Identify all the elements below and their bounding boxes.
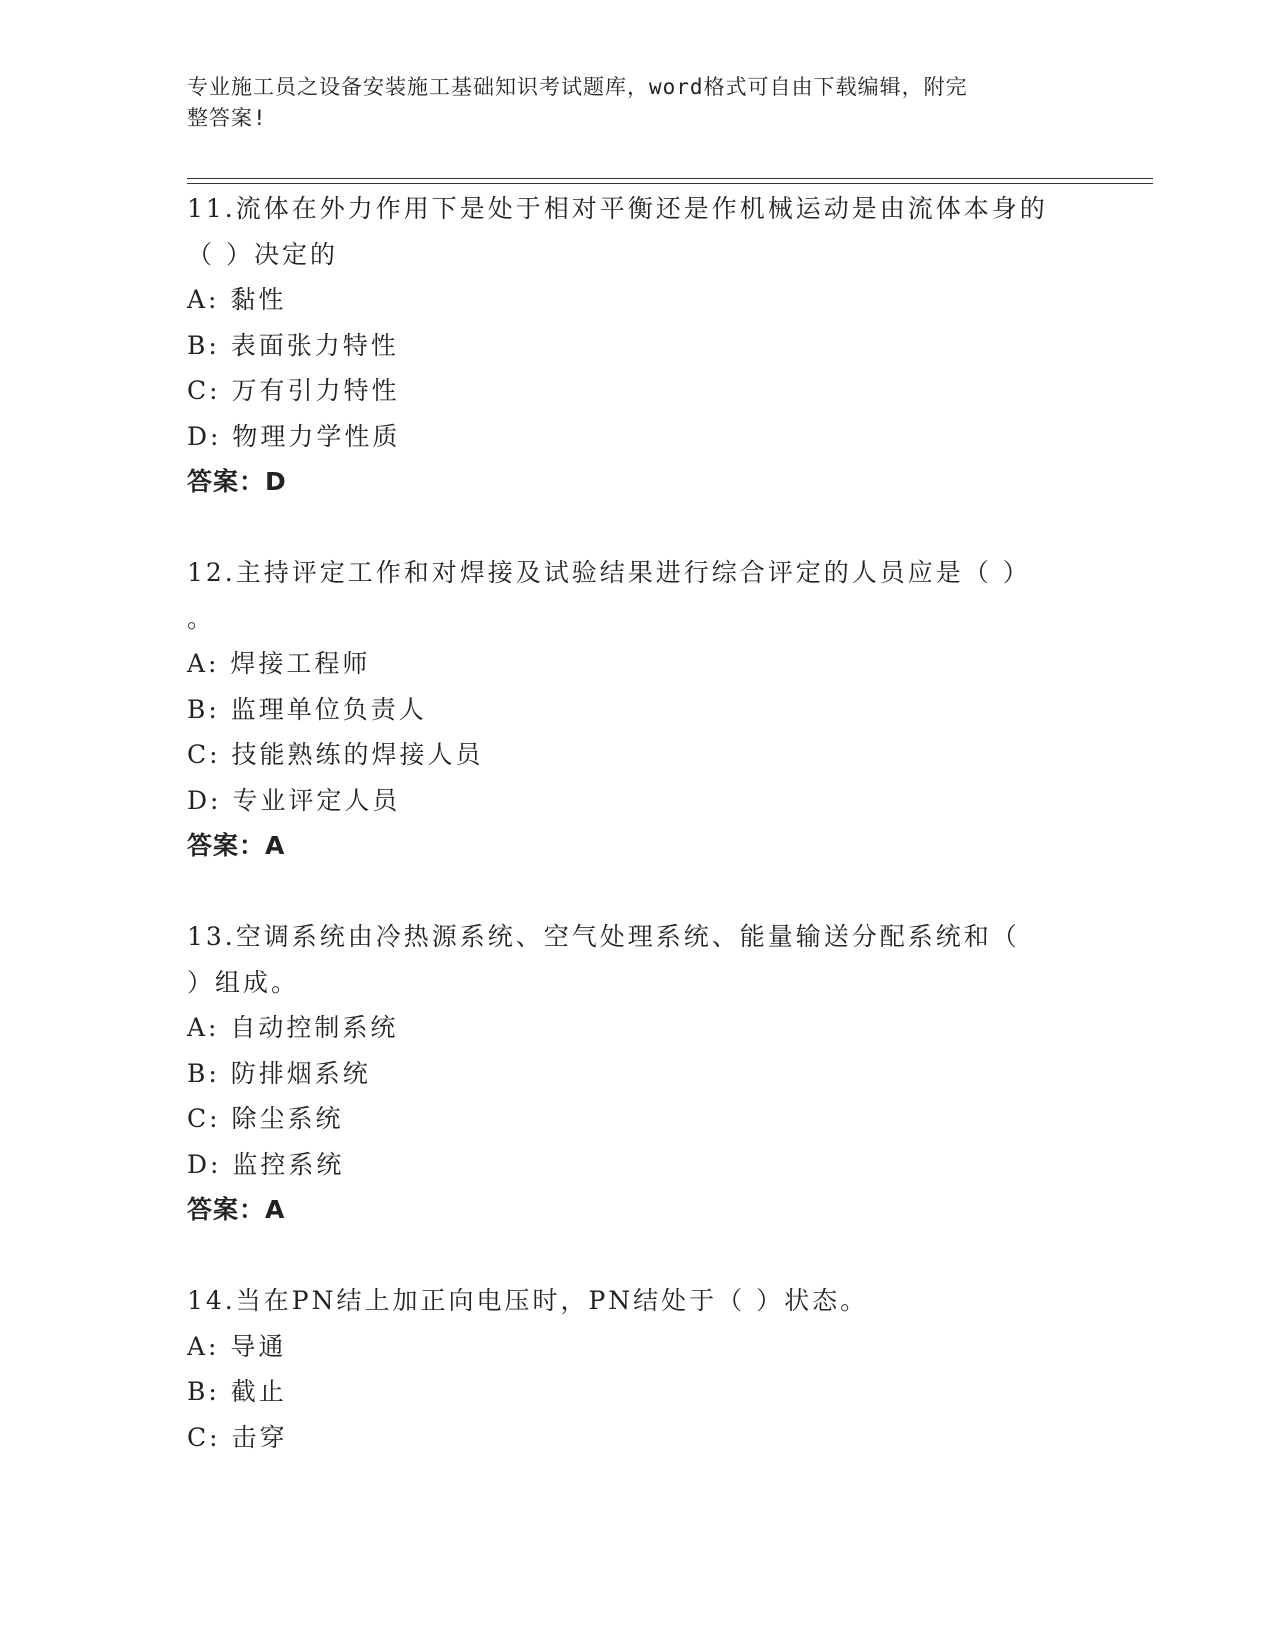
- question-stem: 。: [187, 603, 216, 633]
- answer: 答案：D: [187, 467, 287, 496]
- option-b: B: 截止: [187, 1377, 287, 1406]
- question-list: [187, 186, 1087, 1460]
- option-b: B: 防排烟系统: [187, 1058, 371, 1088]
- option-d: D: 物理力学性质: [187, 421, 401, 451]
- option-b: B: 表面张力特性: [187, 330, 399, 360]
- option-d: D: 监控系统: [187, 1149, 345, 1179]
- header-divider-bottom: [187, 183, 1153, 184]
- option-a: A: 焊接工程师: [187, 649, 371, 678]
- option-a: A: 黏性: [187, 285, 287, 314]
- question-stem: 13.空调系统由冷热源系统、空气处理系统、能量输送分配系统和（: [187, 922, 1020, 951]
- spacer: [187, 1233, 1087, 1279]
- option-d: D: 专业评定人员: [187, 785, 401, 815]
- question-11: [187, 186, 1087, 505]
- question-stem: 11.流体在外力作用下是处于相对平衡还是作机械运动是由流体本身的: [187, 194, 1048, 223]
- answer: 答案：A: [187, 1195, 286, 1224]
- option-a: A: 自动控制系统: [187, 1013, 399, 1042]
- question-stem: ）组成。: [187, 967, 300, 997]
- option-c: C: 击穿: [187, 1422, 288, 1452]
- answer: 答案：A: [187, 831, 286, 860]
- spacer: [187, 505, 1087, 551]
- option-c: C: 除尘系统: [187, 1104, 344, 1133]
- question-12: [187, 550, 1087, 869]
- question-stem: （ ）决定的: [187, 239, 338, 269]
- header-divider-top: [187, 178, 1153, 179]
- option-b: B: 监理单位负责人: [187, 694, 427, 724]
- question-14: [187, 1278, 1087, 1460]
- question-13: [187, 914, 1087, 1233]
- option-a: A: 导通: [187, 1331, 287, 1361]
- header-line-1: 专业施工员之设备安装施工基础知识考试题库，word格式可自由下载编辑，附完: [187, 75, 968, 99]
- spacer: [187, 869, 1087, 915]
- option-c: C: 万有引力特性: [187, 376, 400, 405]
- document-header: [187, 72, 1067, 134]
- question-stem: 12.主持评定工作和对焊接及试验结果进行综合评定的人员应是（ ）: [187, 558, 1031, 587]
- header-line-2: 整答案!: [187, 106, 267, 130]
- question-stem: 14.当在PN结上加正向电压时，PN结处于（ ）状态。: [187, 1286, 869, 1315]
- option-c: C: 技能熟练的焊接人员: [187, 740, 484, 769]
